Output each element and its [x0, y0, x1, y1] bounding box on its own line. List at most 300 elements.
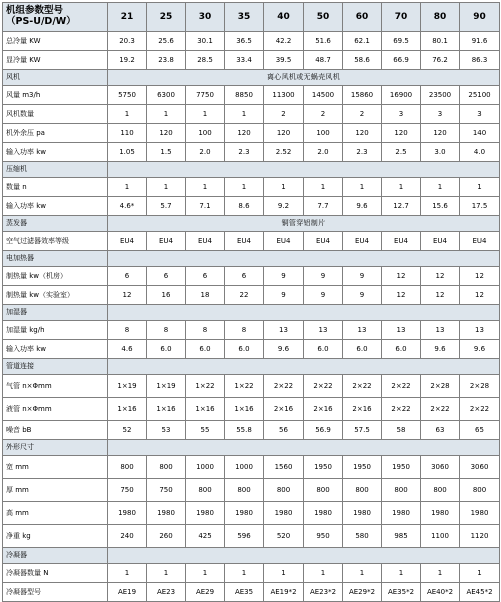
model-header: 90	[460, 3, 500, 32]
value-cell: 8	[225, 321, 264, 340]
value-cell: 2×28	[460, 375, 500, 398]
value-cell: 2×22	[460, 398, 500, 421]
value-cell: 33.4	[225, 51, 264, 70]
value-cell: 800	[225, 479, 264, 502]
row-label: 机外余压 pa	[3, 124, 108, 143]
value-cell: 1	[343, 178, 382, 197]
value-cell: EU4	[186, 232, 225, 251]
value-cell: 15860	[343, 86, 382, 105]
value-cell: 28.5	[186, 51, 225, 70]
value-cell: 800	[147, 456, 186, 479]
section-label: 压缩机	[3, 162, 108, 178]
value-cell: 63	[421, 421, 460, 440]
value-cell: 6.0	[304, 340, 343, 359]
section-span-value	[108, 548, 500, 564]
value-cell: 1980	[147, 502, 186, 525]
value-cell: 76.2	[421, 51, 460, 70]
value-cell: 9.6	[421, 340, 460, 359]
table-row	[3, 479, 500, 502]
value-cell: 240	[108, 525, 147, 548]
value-cell: 1×19	[147, 375, 186, 398]
value-cell: 4.6*	[108, 197, 147, 216]
value-cell: 6	[225, 267, 264, 286]
row-label: 风机数量	[3, 105, 108, 124]
row-label: 厚 mm	[3, 479, 108, 502]
value-cell: 2×22	[304, 375, 343, 398]
value-cell: 13	[460, 321, 500, 340]
value-cell: 1	[147, 178, 186, 197]
value-cell: 800	[460, 479, 500, 502]
table-row	[3, 86, 500, 105]
section-span-value: 离心风机或无蜗壳风机	[108, 70, 500, 86]
value-cell: 55	[186, 421, 225, 440]
value-cell: 2×22	[421, 398, 460, 421]
value-cell: 1	[186, 564, 225, 583]
value-cell: 5750	[108, 86, 147, 105]
table-title-cell	[3, 3, 108, 32]
row-label: 冷凝器型号	[3, 583, 108, 602]
value-cell: 13	[382, 321, 421, 340]
value-cell: AE19	[108, 583, 147, 602]
section-span-value	[108, 359, 500, 375]
value-cell: 1980	[225, 502, 264, 525]
value-cell: EU4	[225, 232, 264, 251]
value-cell: 260	[147, 525, 186, 548]
value-cell: 7750	[186, 86, 225, 105]
value-cell: 8	[186, 321, 225, 340]
value-cell: 6.0	[382, 340, 421, 359]
value-cell: 1	[264, 564, 304, 583]
value-cell: 1980	[382, 502, 421, 525]
value-cell: 120	[264, 124, 304, 143]
value-cell: EU4	[382, 232, 421, 251]
value-cell: AE40*2	[421, 583, 460, 602]
model-header: 21	[108, 3, 147, 32]
section-label: 冷凝器	[3, 548, 108, 564]
value-cell: 1	[421, 178, 460, 197]
value-cell: 8	[147, 321, 186, 340]
value-cell: 1.5	[147, 143, 186, 162]
value-cell: 750	[108, 479, 147, 502]
value-cell: 66.9	[382, 51, 421, 70]
table-row	[3, 143, 500, 162]
value-cell: 9	[304, 286, 343, 305]
value-cell: AE35	[225, 583, 264, 602]
value-cell: AE29*2	[343, 583, 382, 602]
value-cell: 5.7	[147, 197, 186, 216]
value-cell: 800	[108, 456, 147, 479]
value-cell: 800	[382, 479, 421, 502]
value-cell: 950	[304, 525, 343, 548]
value-cell: 86.3	[460, 51, 500, 70]
table-row	[3, 124, 500, 143]
table-row	[3, 178, 500, 197]
value-cell: 2	[343, 105, 382, 124]
value-cell: 55.8	[225, 421, 264, 440]
value-cell: 1	[108, 564, 147, 583]
value-cell: 53	[147, 421, 186, 440]
value-cell: 1950	[343, 456, 382, 479]
value-cell: 9.6	[460, 340, 500, 359]
value-cell: 1	[382, 564, 421, 583]
value-cell: 42.2	[264, 32, 304, 51]
value-cell: 12	[421, 267, 460, 286]
table-row	[3, 398, 500, 421]
value-cell: 23.8	[147, 51, 186, 70]
value-cell: 14500	[304, 86, 343, 105]
row-label: 总冷量 KW	[3, 32, 108, 51]
value-cell: 57.5	[343, 421, 382, 440]
value-cell: 120	[343, 124, 382, 143]
row-label: 高 mm	[3, 502, 108, 525]
value-cell: 1980	[108, 502, 147, 525]
value-cell: 4.6	[108, 340, 147, 359]
value-cell: 20.3	[108, 32, 147, 51]
value-cell: 1	[421, 564, 460, 583]
value-cell: 13	[304, 321, 343, 340]
value-cell: 19.2	[108, 51, 147, 70]
value-cell: 8850	[225, 86, 264, 105]
value-cell: 800	[304, 479, 343, 502]
row-label: 空气过滤器效率等级	[3, 232, 108, 251]
section-span-value	[108, 162, 500, 178]
table-row	[3, 564, 500, 583]
value-cell: 3	[382, 105, 421, 124]
value-cell: 13	[264, 321, 304, 340]
value-cell: 51.6	[304, 32, 343, 51]
row-label: 冷凝器数量 N	[3, 564, 108, 583]
table-row	[3, 456, 500, 479]
value-cell: AE19*2	[264, 583, 304, 602]
row-label: 数量 n	[3, 178, 108, 197]
value-cell: 1980	[304, 502, 343, 525]
value-cell: 1×16	[225, 398, 264, 421]
spec-table	[2, 2, 500, 602]
section-row	[3, 162, 500, 178]
value-cell: 30.1	[186, 32, 225, 51]
value-cell: 1	[343, 564, 382, 583]
row-label: 制热量 kw（机房）	[3, 267, 108, 286]
value-cell: 6.0	[186, 340, 225, 359]
value-cell: 2.52	[264, 143, 304, 162]
value-cell: 91.6	[460, 32, 500, 51]
section-label: 管道连接	[3, 359, 108, 375]
value-cell: 12	[421, 286, 460, 305]
value-cell: 520	[264, 525, 304, 548]
row-label: 加湿量 kg/h	[3, 321, 108, 340]
value-cell: 1	[382, 178, 421, 197]
value-cell: 2×22	[382, 398, 421, 421]
value-cell: 69.5	[382, 32, 421, 51]
value-cell: 100	[186, 124, 225, 143]
value-cell: 12	[108, 286, 147, 305]
value-cell: 1	[304, 178, 343, 197]
value-cell: 1	[225, 105, 264, 124]
value-cell: 2	[304, 105, 343, 124]
table-row	[3, 32, 500, 51]
value-cell: 1	[460, 178, 500, 197]
value-cell: 12	[460, 267, 500, 286]
value-cell: 800	[186, 479, 225, 502]
table-row	[3, 375, 500, 398]
value-cell: 800	[343, 479, 382, 502]
section-row	[3, 305, 500, 321]
value-cell: 1	[225, 178, 264, 197]
value-cell: 1	[264, 178, 304, 197]
value-cell: 1×19	[108, 375, 147, 398]
value-cell: 56.9	[304, 421, 343, 440]
value-cell: 7.7	[304, 197, 343, 216]
header-row	[3, 3, 500, 32]
value-cell: 3060	[460, 456, 500, 479]
value-cell: 23500	[421, 86, 460, 105]
value-cell: 596	[225, 525, 264, 548]
value-cell: 58.6	[343, 51, 382, 70]
value-cell: 2.0	[304, 143, 343, 162]
value-cell: 3060	[421, 456, 460, 479]
value-cell: 17.5	[460, 197, 500, 216]
value-cell: 3	[421, 105, 460, 124]
value-cell: 1120	[460, 525, 500, 548]
value-cell: 800	[264, 479, 304, 502]
value-cell: 1980	[343, 502, 382, 525]
value-cell: 12	[382, 267, 421, 286]
value-cell: 1950	[304, 456, 343, 479]
value-cell: AE45*2	[460, 583, 500, 602]
value-cell: AE23	[147, 583, 186, 602]
value-cell: 1000	[186, 456, 225, 479]
value-cell: 1980	[264, 502, 304, 525]
section-row	[3, 359, 500, 375]
value-cell: 120	[421, 124, 460, 143]
row-label: 噪音 bB	[3, 421, 108, 440]
section-label: 电加热器	[3, 251, 108, 267]
value-cell: 1.05	[108, 143, 147, 162]
value-cell: 2×16	[264, 398, 304, 421]
value-cell: 13	[343, 321, 382, 340]
row-label: 液管 n×Φmm	[3, 398, 108, 421]
value-cell: 9.2	[264, 197, 304, 216]
value-cell: 4.0	[460, 143, 500, 162]
value-cell: 1	[225, 564, 264, 583]
value-cell: 18	[186, 286, 225, 305]
value-cell: 6	[108, 267, 147, 286]
section-label: 外形尺寸	[3, 440, 108, 456]
value-cell: 25100	[460, 86, 500, 105]
value-cell: 9.6	[343, 197, 382, 216]
value-cell: 9	[264, 286, 304, 305]
value-cell: 1×16	[147, 398, 186, 421]
value-cell: 6300	[147, 86, 186, 105]
value-cell: 16900	[382, 86, 421, 105]
value-cell: 1560	[264, 456, 304, 479]
value-cell: 22	[225, 286, 264, 305]
table-subtitle: （PS-U/D/W）	[6, 16, 76, 27]
model-header: 60	[343, 3, 382, 32]
value-cell: 1×22	[186, 375, 225, 398]
value-cell: 1000	[225, 456, 264, 479]
value-cell: AE29	[186, 583, 225, 602]
model-header: 30	[186, 3, 225, 32]
model-header: 35	[225, 3, 264, 32]
value-cell: 48.7	[304, 51, 343, 70]
row-label: 净重 kg	[3, 525, 108, 548]
value-cell: EU4	[421, 232, 460, 251]
section-row	[3, 440, 500, 456]
value-cell: 8	[108, 321, 147, 340]
table-row	[3, 286, 500, 305]
value-cell: 65	[460, 421, 500, 440]
value-cell: 2.5	[382, 143, 421, 162]
row-label: 宽 mm	[3, 456, 108, 479]
value-cell: 25.6	[147, 32, 186, 51]
row-label: 显冷量 KW	[3, 51, 108, 70]
value-cell: 39.5	[264, 51, 304, 70]
value-cell: 1980	[186, 502, 225, 525]
model-header: 25	[147, 3, 186, 32]
table-row	[3, 232, 500, 251]
section-row	[3, 216, 500, 232]
value-cell: 6.0	[147, 340, 186, 359]
table-row	[3, 267, 500, 286]
value-cell: 3	[460, 105, 500, 124]
value-cell: EU4	[304, 232, 343, 251]
value-cell: 120	[225, 124, 264, 143]
section-span-value	[108, 251, 500, 267]
value-cell: 80.1	[421, 32, 460, 51]
value-cell: 1	[186, 178, 225, 197]
spec-table-body	[3, 3, 500, 602]
table-title: 机组参数型号	[6, 5, 64, 17]
value-cell: 6.0	[343, 340, 382, 359]
value-cell: 1980	[421, 502, 460, 525]
value-cell: 1100	[421, 525, 460, 548]
value-cell: 110	[108, 124, 147, 143]
value-cell: 140	[460, 124, 500, 143]
section-span-value	[108, 305, 500, 321]
model-header: 80	[421, 3, 460, 32]
value-cell: 2.3	[343, 143, 382, 162]
value-cell: 1	[108, 178, 147, 197]
value-cell: EU4	[147, 232, 186, 251]
value-cell: 15.6	[421, 197, 460, 216]
section-row	[3, 251, 500, 267]
value-cell: 120	[382, 124, 421, 143]
value-cell: 8.6	[225, 197, 264, 216]
value-cell: 425	[186, 525, 225, 548]
model-header: 50	[304, 3, 343, 32]
value-cell: 985	[382, 525, 421, 548]
value-cell: 1980	[460, 502, 500, 525]
value-cell: 1	[304, 564, 343, 583]
value-cell: 2×16	[304, 398, 343, 421]
value-cell: 1	[147, 564, 186, 583]
value-cell: 9	[343, 267, 382, 286]
model-header: 70	[382, 3, 421, 32]
value-cell: 1	[108, 105, 147, 124]
table-row	[3, 421, 500, 440]
value-cell: 36.5	[225, 32, 264, 51]
value-cell: 2	[264, 105, 304, 124]
section-row	[3, 548, 500, 564]
value-cell: EU4	[264, 232, 304, 251]
value-cell: 12	[460, 286, 500, 305]
value-cell: 13	[421, 321, 460, 340]
value-cell: 2×28	[421, 375, 460, 398]
table-row	[3, 340, 500, 359]
value-cell: AE23*2	[304, 583, 343, 602]
value-cell: 3.0	[421, 143, 460, 162]
value-cell: EU4	[108, 232, 147, 251]
row-label: 输入功率 kw	[3, 340, 108, 359]
value-cell: 6.0	[225, 340, 264, 359]
value-cell: 2×16	[343, 398, 382, 421]
value-cell: 750	[147, 479, 186, 502]
value-cell: 6	[147, 267, 186, 286]
value-cell: 1	[460, 564, 500, 583]
value-cell: EU4	[460, 232, 500, 251]
value-cell: 9	[304, 267, 343, 286]
section-span-value	[108, 440, 500, 456]
value-cell: 2.3	[225, 143, 264, 162]
value-cell: 62.1	[343, 32, 382, 51]
value-cell: 16	[147, 286, 186, 305]
table-row	[3, 583, 500, 602]
section-label: 加湿器	[3, 305, 108, 321]
value-cell: 56	[264, 421, 304, 440]
row-label: 气管 n×Φmm	[3, 375, 108, 398]
value-cell: 2×22	[264, 375, 304, 398]
table-row	[3, 525, 500, 548]
value-cell: 580	[343, 525, 382, 548]
row-label: 输入功率 kw	[3, 143, 108, 162]
row-label: 制热量 kw（实验室）	[3, 286, 108, 305]
value-cell: 1×16	[108, 398, 147, 421]
value-cell: 7.1	[186, 197, 225, 216]
value-cell: 6	[186, 267, 225, 286]
value-cell: 1950	[382, 456, 421, 479]
table-row	[3, 502, 500, 525]
value-cell: 9	[264, 267, 304, 286]
value-cell: 52	[108, 421, 147, 440]
value-cell: 1	[186, 105, 225, 124]
value-cell: 1×16	[186, 398, 225, 421]
value-cell: 9	[343, 286, 382, 305]
model-header: 40	[264, 3, 304, 32]
value-cell: 11300	[264, 86, 304, 105]
table-row	[3, 105, 500, 124]
value-cell: 2×22	[343, 375, 382, 398]
value-cell: 12	[382, 286, 421, 305]
row-label: 输入功率 kw	[3, 197, 108, 216]
table-row	[3, 51, 500, 70]
row-label: 风量 m3/h	[3, 86, 108, 105]
section-row	[3, 70, 500, 86]
value-cell: 2×22	[382, 375, 421, 398]
section-label: 蒸发器	[3, 216, 108, 232]
value-cell: 9.6	[264, 340, 304, 359]
value-cell: 1	[147, 105, 186, 124]
value-cell: 2.0	[186, 143, 225, 162]
table-row	[3, 197, 500, 216]
value-cell: 58	[382, 421, 421, 440]
value-cell: AE35*2	[382, 583, 421, 602]
value-cell: 100	[304, 124, 343, 143]
section-label: 风机	[3, 70, 108, 86]
value-cell: EU4	[343, 232, 382, 251]
value-cell: 800	[421, 479, 460, 502]
section-span-value: 铜管穿铝制片	[108, 216, 500, 232]
